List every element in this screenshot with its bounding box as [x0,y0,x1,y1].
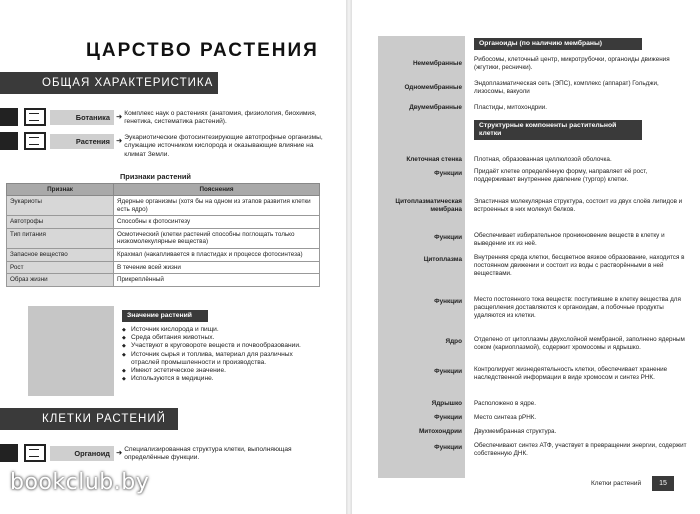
term-label: Органоид [50,446,114,461]
side-marker [0,132,18,150]
membrane-def: Эндоплазматическая сеть (ЭПС), комплекс (аппарат) Гольджи, лизосомы, вакуоли [474,80,659,95]
membrane-def: Рибосомы, клеточный центр, микротрубочки, органоиды движения (жгутики, реснички). [474,56,670,71]
membrane-term: Двумембранные [409,104,462,111]
component-term: Функции [434,414,462,421]
side-marker [0,444,18,462]
component-term: Митохондрии [418,428,462,435]
book-icon [24,132,46,150]
component-term: Цитоплазматическая мембрана [395,198,462,213]
table-row [7,216,320,229]
component-def: Обеспечивает избирательное проникновение веществ в клетку и выведение их из неё. [474,232,665,247]
list-item: ◆ Среда обитания животных. [122,334,322,342]
component-term: Клеточная стенка [406,156,462,163]
book-spine [346,0,352,514]
table-title: Признаки растений [120,172,191,181]
banner-cells-label: КЛЕТКИ РАСТЕНИЙ [42,413,166,425]
list-item: ◆ Используются в медицине. [122,375,322,383]
component-def: Расположено в ядре. [474,400,536,407]
term-label: Ботаника [50,110,114,125]
table-cell: Запасное вещество [7,248,114,261]
table-row [7,248,320,261]
table-cell: В течение всей жизни [114,261,320,274]
term-label: Растения [50,134,114,149]
component-term: Функции [434,170,462,177]
component-def: Внутренняя среда клетки, бесцветное вязкое образование, находится в постоянном движении и состоит из воды с растворёнными в ней веществами. [474,254,685,277]
table-cell: Автотрофы [7,216,114,229]
organoid-header: Органоиды (по наличию мембраны) [474,38,642,50]
signs-table [6,183,320,287]
watermark: bookclub.by [10,470,150,495]
term-definition: Специализированная структура клетки, выполняющая определённые функции. [124,446,292,462]
component-term: Ядрышко [431,400,462,407]
component-def: Контролирует жизнедеятельность клетки, обеспечивает хранение наследственной информации в виде хромосом и синтез РНК. [474,366,668,381]
list-item: ◆ Имеют эстетическое значение. [122,367,322,375]
list-item: ◆ Источник сырья и топлива, материал для различных отраслей промышленности и производства. [122,351,322,367]
component-def: Место постоянного тока веществ: поступившие в клетку вещества для расщепления доставляются к органоидам, а побочные продукты удаляются из клетки. [474,296,681,319]
term-definition: Комплекс наук о растениях (анатомия, физиология, биохимия, генетика, систематика растений). [124,110,317,126]
table-cell: Эукариоты [7,196,114,216]
page-title: ЦАРСТВО РАСТЕНИЯ [86,40,319,61]
component-term: Цитоплазма [423,256,462,263]
banner-cells [0,408,178,430]
membrane-term: Немембранные [412,60,462,67]
table-cell: Прикреплённый [114,274,320,287]
component-term: Функции [434,298,462,305]
list-item: ◆ Участвуют в круговороте веществ и почвообразовании. [122,342,322,350]
component-def: Отделено от цитоплазмы двухслойной мембраной, заполнено ядерным соком (кариоплазмой), содержит хромосомы и ядрышко. [474,336,685,351]
table-header-row [7,184,320,196]
table-row [7,274,320,287]
book-icon [24,444,46,462]
table-cell: Осмотический (клетки растений способны поглощать только низкомолекулярные вещества) [114,228,320,248]
component-term: Функции [434,234,462,241]
term-row [50,110,340,127]
component-def: Обеспечивают синтез АТФ, участвует в превращении энергии, содержит собственную ДНК. [474,442,687,457]
table-row [7,228,320,248]
table-cell: Крахмал (накапливается в пластидах и процессе фотосинтеза) [114,248,320,261]
membrane-term: Одномембранные [404,84,462,91]
table-header: Пояснения [114,184,320,196]
component-def: Место синтеза рРНК. [474,414,537,421]
component-term: Функции [434,368,462,375]
table-cell: Образ жизни [7,274,114,287]
table-cell: Тип питания [7,228,114,248]
list-item: ◆ Источник кислорода и пищи. [122,326,322,334]
component-def: Придаёт клетке определённую форму, направляет её рост, поддерживает внутреннее давление (тургор) клетки. [474,168,648,183]
table-cell: Способны к фотосинтезу [114,216,320,229]
table-row [7,261,320,274]
value-list [122,326,322,383]
component-term: Функции [434,444,462,451]
component-term: Ядро [445,338,462,345]
term-definition: Эукариотические фотосинтезирующие автотрофные организмы, служащие источником кислорода и оказывающие влияние на климат Земли. [124,134,323,158]
term-row [50,446,340,463]
footer-section-label: Клетки растений [591,480,642,487]
component-def: Двухмембранная структура. [474,428,557,435]
value-header: Значение растений [122,310,208,322]
arrow-icon: ➜ [116,112,123,121]
side-marker [0,108,18,126]
table-header: Признак [7,184,114,196]
arrow-icon: ➜ [116,448,123,457]
component-def: Эластичная молекулярная структура, состоит из двух слоёв липидов и встроенных в них молекул белков. [474,198,683,213]
table-row [7,196,320,216]
table-cell: Ядерные организмы (хотя бы на одном из этапов развития клетки есть ядро) [114,196,320,216]
banner-general [0,72,218,94]
book-icon [24,108,46,126]
gray-panel [28,306,114,396]
components-header: Структурные компоненты растительной клетки [474,120,642,140]
arrow-icon: ➜ [116,136,123,145]
membrane-def: Пластиды, митохондрии. [474,104,548,111]
page-number: 15 [652,476,674,491]
banner-general-label: ОБЩАЯ ХАРАКТЕРИСТИКА [42,77,214,89]
component-def: Плотная, образованная целлюлозой оболочка. [474,156,612,163]
table-cell: Рост [7,261,114,274]
term-row [50,134,340,159]
